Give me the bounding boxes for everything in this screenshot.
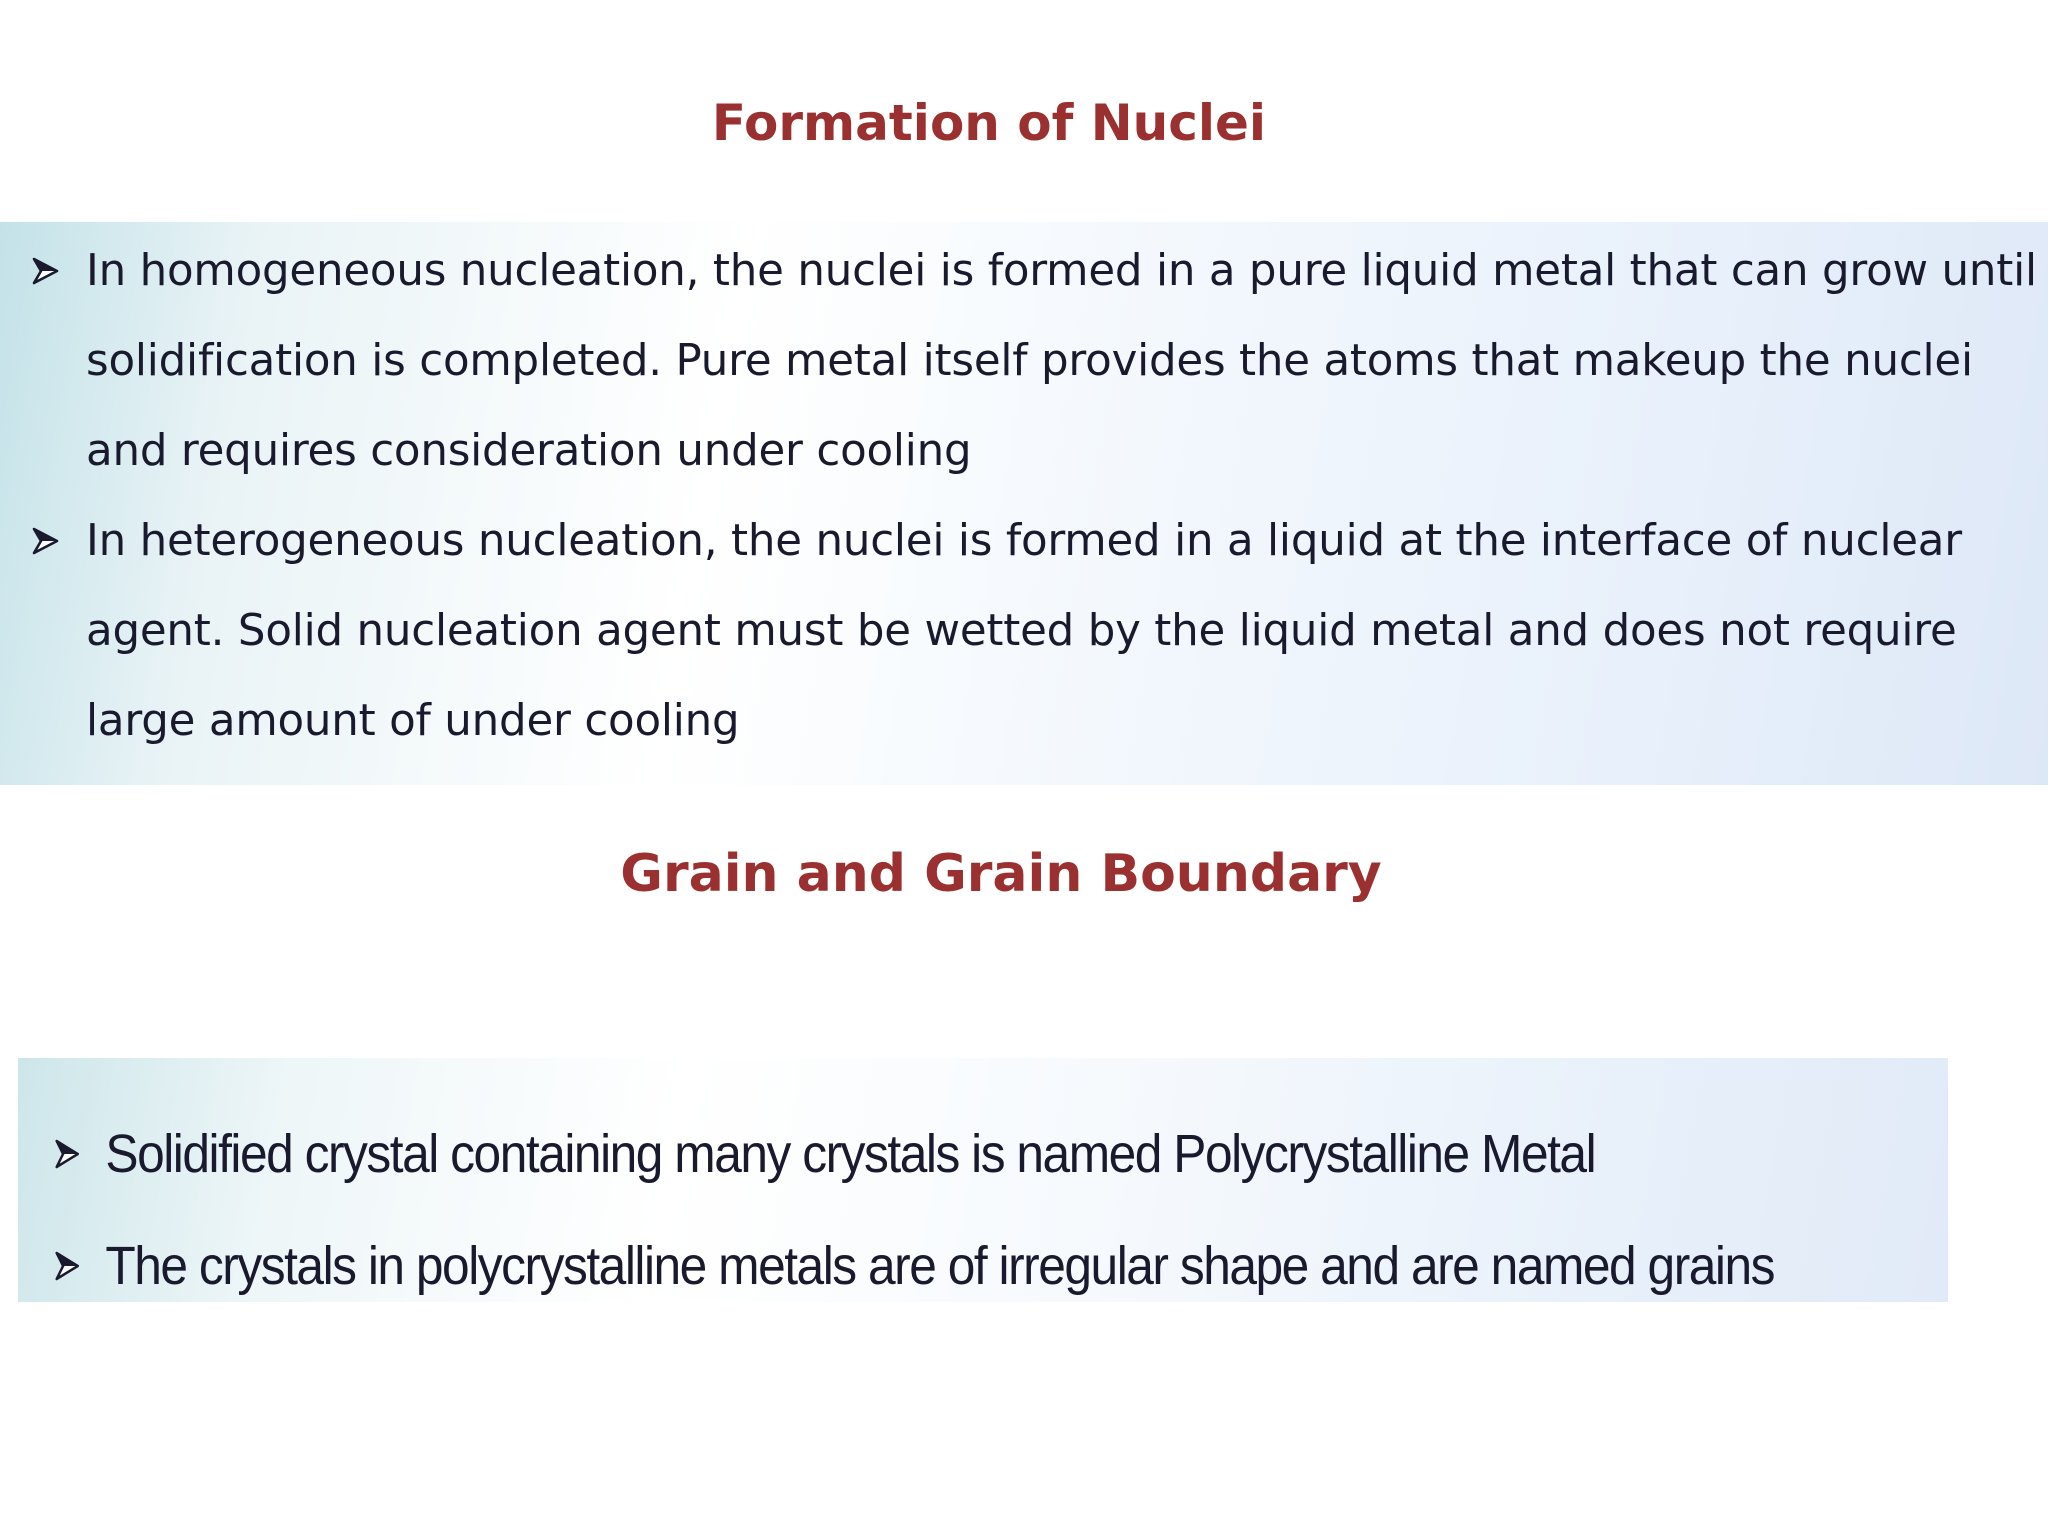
bullet-text-grains: The crystals in polycrystalline metals are of irregular shape and are named grains — [105, 1236, 1775, 1296]
list-item — [0, 496, 2048, 766]
section-title-grain-boundary: Grain and Grain Boundary — [620, 844, 1382, 904]
list-item — [18, 1210, 1774, 1322]
grain-panel — [18, 1058, 1948, 1302]
nucleation-bullet-list — [0, 226, 2048, 766]
list-item — [0, 226, 2048, 496]
arrowhead-bullet-icon — [53, 1138, 81, 1170]
arrowhead-bullet-icon — [30, 256, 60, 286]
grain-bullet-list — [18, 1098, 1927, 1322]
arrowhead-bullet-icon — [53, 1250, 81, 1282]
bullet-text-homogeneous: In homogeneous nucleation, the nuclei is formed in a pure liquid metal that can grow until solidification is completed. Pure metal itself provides the atoms that makeup the nuclei and requires consideration under cooling — [86, 246, 2037, 476]
bullet-text-polycrystalline: Solidified crystal containing many crystals is named Polycrystalline Metal — [105, 1124, 1596, 1184]
bullet-text-heterogeneous: In heterogeneous nucleation, the nuclei is formed in a liquid at the interface of nuclear agent. Solid nucleation agent must be wetted by the liquid metal and does not require large amount of under cooling — [86, 516, 1962, 746]
list-item — [18, 1098, 1774, 1210]
nucleation-panel — [0, 222, 2048, 785]
arrowhead-bullet-icon — [30, 526, 60, 556]
section-title-formation-of-nuclei: Formation of Nuclei — [711, 94, 1267, 152]
